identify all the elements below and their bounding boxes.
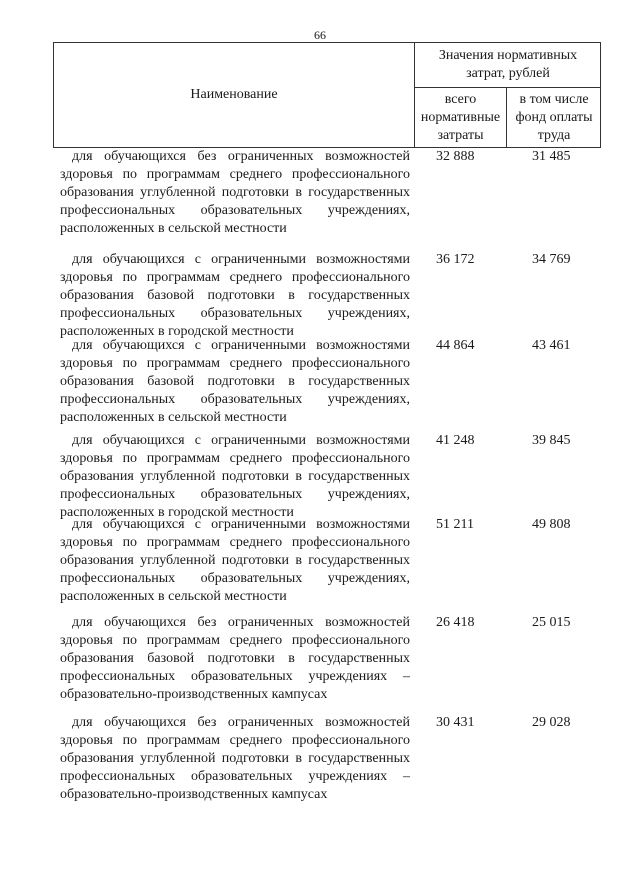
row-description: для обучающихся с ограниченными возможностями здоровья по программам среднего профессионального образования углубленной подготовки в государственных профессиональных образовательных учреждениях, расположенных в городской местности — [60, 433, 410, 520]
row-total-value: 36 172 — [436, 252, 475, 267]
table-header — [53, 42, 601, 148]
header-wage-line: в том числе — [519, 92, 589, 107]
row-total-value: 26 418 — [436, 615, 475, 630]
header-wage-column — [507, 91, 601, 145]
row-description: для обучающихся без ограниченных возможностей здоровья по программам среднего профессионального образования углубленной подготовки в государственных профессиональных образовательных учреждениях, расположенных в сельской местности — [60, 149, 410, 236]
header-name-label: Наименование — [190, 87, 278, 102]
row-total-value: 51 211 — [436, 517, 474, 532]
row-total-value: 44 864 — [436, 338, 475, 353]
header-total-line: нормативные — [420, 110, 501, 125]
row-wage-value: 49 808 — [532, 517, 571, 532]
row-wage-value: 25 015 — [532, 615, 571, 630]
row-wage-value: 39 845 — [532, 433, 571, 448]
table-row — [60, 251, 600, 341]
row-total-value: 32 888 — [436, 149, 475, 164]
row-total-value: 30 431 — [436, 715, 475, 730]
table-row — [60, 337, 600, 427]
row-description: для обучающихся без ограниченных возможностей здоровья по программам среднего профессионального образования базовой подготовки в государственных профессиональных образовательных учреждениях – образовательно-производственных кампусах — [60, 615, 410, 702]
table-row — [60, 714, 600, 804]
row-description: для обучающихся с ограниченными возможностями здоровья по программам среднего профессионального образования углубленной подготовки в государственных профессиональных образовательных учреждениях, расположенных в сельской местности — [60, 517, 410, 604]
row-description: для обучающихся с ограниченными возможностями здоровья по программам среднего профессионального образования базовой подготовки в государственных профессиональных образовательных учреждениях, расположенных в сельской местности — [60, 338, 410, 425]
row-total-value: 41 248 — [436, 433, 475, 448]
header-values-title-line: Значения нормативных — [438, 48, 578, 63]
header-divider — [414, 87, 600, 88]
header-values-title-line: затрат, рублей — [466, 66, 550, 81]
header-total-column — [415, 91, 506, 145]
page-number: 66 — [314, 28, 326, 42]
row-wage-value: 29 028 — [532, 715, 571, 730]
header-total-line: затраты — [437, 128, 484, 143]
table-row — [60, 432, 600, 522]
table-row — [60, 516, 600, 606]
table-row — [60, 148, 600, 238]
header-total-line: всего — [444, 92, 477, 107]
row-description: для обучающихся с ограниченными возможностями здоровья по программам среднего профессионального образования базовой подготовки в государственных профессиональных образовательных учреждениях, расположенных в городской местности — [60, 252, 410, 339]
row-wage-value: 34 769 — [532, 252, 571, 267]
header-wage-line: труда — [537, 128, 571, 143]
row-wage-value: 31 485 — [532, 149, 571, 164]
row-wage-value: 43 461 — [532, 338, 571, 353]
header-name-column — [54, 43, 414, 147]
row-description: для обучающихся без ограниченных возможностей здоровья по программам среднего профессионального образования углубленной подготовки в государственных профессиональных образовательных учреждениях – образовательно-производственных кампусах — [60, 715, 410, 802]
header-wage-line: фонд оплаты — [515, 110, 593, 125]
header-values-title — [415, 47, 601, 83]
table-row — [60, 614, 600, 704]
